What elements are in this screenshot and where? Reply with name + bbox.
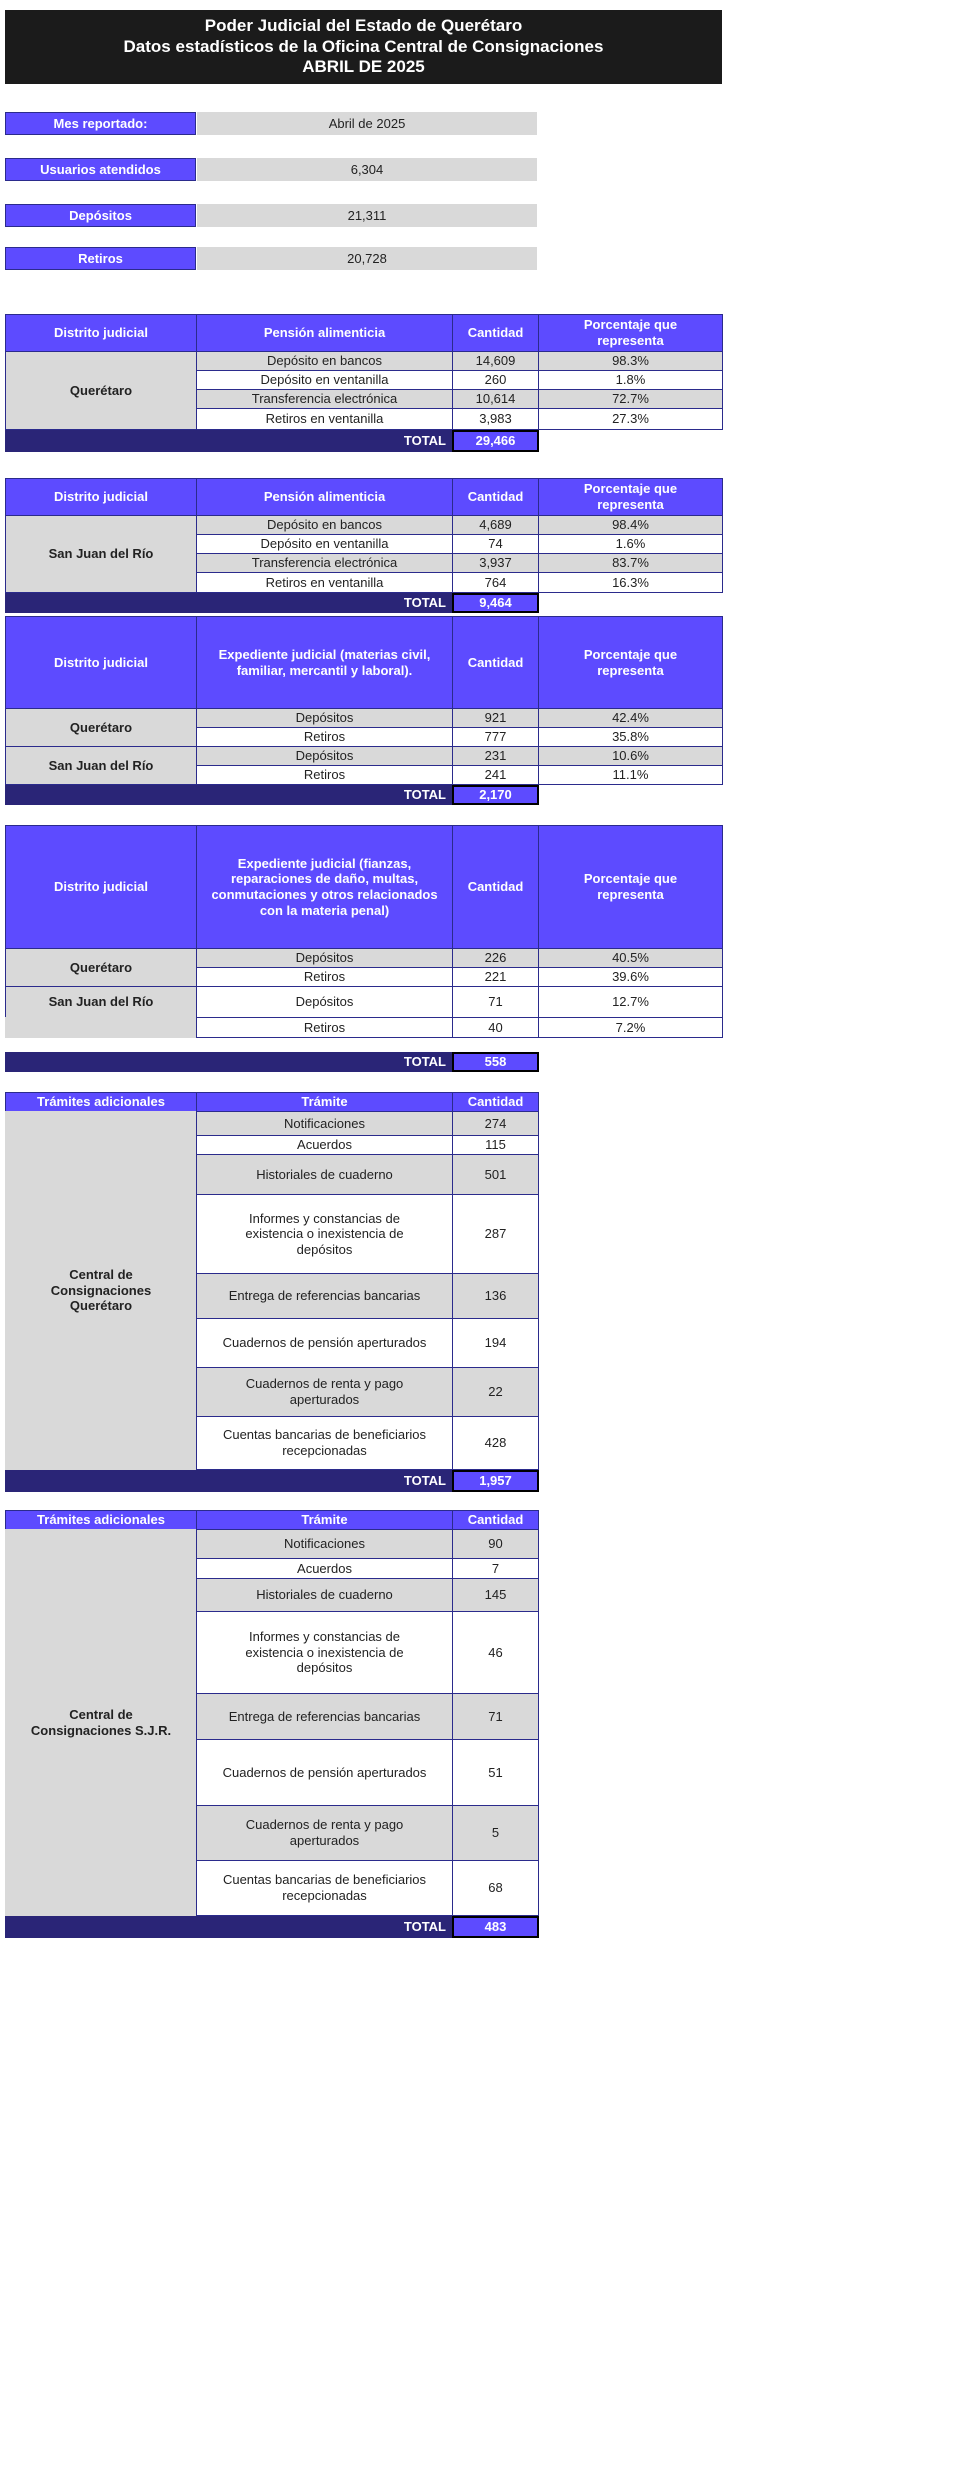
- tramite-row-cantidad: 7: [452, 1558, 539, 1579]
- tramite-row-cantidad: 428: [452, 1416, 539, 1470]
- header-porcentaje: Porcentaje que representa: [538, 825, 723, 949]
- header-cantidad: Cantidad: [452, 825, 539, 949]
- row-porcentaje: 72.7%: [538, 389, 723, 409]
- title-line-1: Poder Judicial del Estado de Querétaro: [204, 16, 523, 36]
- row-cantidad: 764: [452, 572, 539, 593]
- row-label: Depósitos: [196, 948, 453, 968]
- header-tramites-adicionales: Trámites adicionales: [5, 1510, 197, 1530]
- tramite-row-label: Cuentas bancarias de beneficiarios recepcionadas: [196, 1416, 453, 1470]
- row-label: Retiros: [196, 765, 453, 785]
- retiros-label: Retiros: [5, 247, 196, 270]
- tramite-row-label: Entrega de referencias bancarias: [196, 1273, 453, 1319]
- tramite-row-label: Cuadernos de pensión aperturados: [196, 1739, 453, 1806]
- total-label: TOTAL: [5, 430, 452, 452]
- tramite-row-label: Entrega de referencias bancarias: [196, 1693, 453, 1740]
- distrito-empty-cell: [5, 1017, 197, 1038]
- header-distrito: Distrito judicial: [5, 825, 197, 949]
- total-label: TOTAL: [5, 785, 452, 805]
- row-label: Transferencia electrónica: [196, 389, 453, 409]
- central-sjr-cell: Central de Consignaciones S.J.R.: [5, 1529, 197, 1916]
- tramite-row-label: Informes y constancias de existencia o inexistencia de depósitos: [196, 1611, 453, 1694]
- distrito-sjr: San Juan del Río: [5, 746, 197, 785]
- header-distrito: Distrito judicial: [5, 616, 197, 709]
- header-cantidad: Cantidad: [452, 1092, 539, 1112]
- tramite-row-cantidad: 68: [452, 1860, 539, 1916]
- row-porcentaje: 27.3%: [538, 408, 723, 430]
- tramite-row-label: Informes y constancias de existencia o inexistencia de depósitos: [196, 1194, 453, 1274]
- tramite-row-cantidad: 501: [452, 1154, 539, 1195]
- title-line-2: Datos estadísticos de la Oficina Central de Consignaciones: [123, 36, 604, 56]
- row-porcentaje: 39.6%: [538, 967, 723, 987]
- row-porcentaje: 11.1%: [538, 765, 723, 785]
- distrito-queretaro: Querétaro: [5, 708, 197, 747]
- row-label: Depósito en bancos: [196, 351, 453, 371]
- header-tramites-adicionales: Trámites adicionales: [5, 1092, 197, 1112]
- row-porcentaje: 1.8%: [538, 370, 723, 390]
- report-title: [5, 10, 722, 84]
- row-porcentaje: 83.7%: [538, 553, 723, 573]
- total-value: 29,466: [452, 430, 539, 452]
- tramite-row-label: Historiales de cuaderno: [196, 1578, 453, 1612]
- row-cantidad: 74: [452, 534, 539, 554]
- tramite-row-cantidad: 274: [452, 1111, 539, 1136]
- header-pension: Pensión alimenticia: [196, 314, 453, 352]
- tramite-row-cantidad: 51: [452, 1739, 539, 1806]
- row-cantidad: 4,689: [452, 515, 539, 535]
- tramite-row-label: Acuerdos: [196, 1558, 453, 1579]
- tramite-row-cantidad: 287: [452, 1194, 539, 1274]
- total-value: 558: [452, 1052, 539, 1072]
- distrito-queretaro: Querétaro: [5, 948, 197, 987]
- row-label: Depósitos: [196, 746, 453, 766]
- total-label: TOTAL: [5, 1470, 452, 1492]
- header-distrito: Distrito judicial: [5, 478, 197, 516]
- row-label: Retiros en ventanilla: [196, 408, 453, 430]
- title-line-3: ABRIL DE 2025: [302, 57, 425, 77]
- row-porcentaje: 10.6%: [538, 746, 723, 766]
- row-cantidad: 226: [452, 948, 539, 968]
- header-cantidad: Cantidad: [452, 478, 539, 516]
- usuarios-atendidos-value: 6,304: [197, 158, 537, 181]
- row-cantidad: 40: [452, 1017, 539, 1038]
- header-pension: Pensión alimenticia: [196, 478, 453, 516]
- tramite-row-label: Cuentas bancarias de beneficiarios recepcionadas: [196, 1860, 453, 1916]
- row-cantidad: 14,609: [452, 351, 539, 371]
- row-label: Depósito en bancos: [196, 515, 453, 535]
- header-porcentaje: Porcentaje que representa: [538, 616, 723, 709]
- row-cantidad: 260: [452, 370, 539, 390]
- tramite-row-cantidad: 46: [452, 1611, 539, 1694]
- row-porcentaje: 1.6%: [538, 534, 723, 554]
- row-label: Depósito en ventanilla: [196, 534, 453, 554]
- row-cantidad: 777: [452, 727, 539, 747]
- row-cantidad: 231: [452, 746, 539, 766]
- header-expediente: Expediente judicial (fianzas, reparaciones de daño, multas, conmutaciones y otros relacionados con la materia penal): [196, 825, 453, 949]
- tramite-row-cantidad: 5: [452, 1805, 539, 1861]
- tramite-row-cantidad: 22: [452, 1367, 539, 1417]
- row-cantidad: 3,937: [452, 553, 539, 573]
- row-label: Depósito en ventanilla: [196, 370, 453, 390]
- total-label: TOTAL: [5, 1916, 452, 1938]
- distrito-cell: San Juan del Río: [5, 515, 197, 593]
- row-label: Retiros: [196, 967, 453, 987]
- usuarios-atendidos-label: Usuarios atendidos: [5, 158, 196, 181]
- tramite-row-cantidad: 115: [452, 1135, 539, 1155]
- tramite-row-label: Notificaciones: [196, 1529, 453, 1559]
- header-cantidad: Cantidad: [452, 314, 539, 352]
- tramite-row-label: Acuerdos: [196, 1135, 453, 1155]
- header-tramite: Trámite: [196, 1092, 453, 1112]
- row-porcentaje: 40.5%: [538, 948, 723, 968]
- row-cantidad: 71: [452, 986, 539, 1018]
- mes-reportado-value: Abril de 2025: [197, 112, 537, 135]
- row-porcentaje: 7.2%: [538, 1017, 723, 1038]
- tramite-row-label: Cuadernos de renta y pago aperturados: [196, 1805, 453, 1861]
- row-label: Retiros: [196, 1017, 453, 1038]
- mes-reportado-label: Mes reportado:: [5, 112, 196, 135]
- tramite-row-cantidad: 136: [452, 1273, 539, 1319]
- depositos-value: 21,311: [197, 204, 537, 227]
- tramite-row-cantidad: 90: [452, 1529, 539, 1559]
- central-queretaro-cell: Central de Consignaciones Querétaro: [5, 1111, 197, 1470]
- row-cantidad: 3,983: [452, 408, 539, 430]
- row-porcentaje: 16.3%: [538, 572, 723, 593]
- total-value: 1,957: [452, 1470, 539, 1492]
- row-porcentaje: 98.4%: [538, 515, 723, 535]
- tramite-row-cantidad: 194: [452, 1318, 539, 1368]
- total-value: 483: [452, 1916, 539, 1938]
- tramite-row-label: Cuadernos de renta y pago aperturados: [196, 1367, 453, 1417]
- row-cantidad: 10,614: [452, 389, 539, 409]
- header-cantidad: Cantidad: [452, 616, 539, 709]
- row-porcentaje: 42.4%: [538, 708, 723, 728]
- row-label: Retiros: [196, 727, 453, 747]
- header-cantidad: Cantidad: [452, 1510, 539, 1530]
- tramite-row-label: Cuadernos de pensión aperturados: [196, 1318, 453, 1368]
- distrito-sjr: San Juan del Río: [5, 986, 197, 1018]
- row-label: Depósitos: [196, 708, 453, 728]
- depositos-label: Depósitos: [5, 204, 196, 227]
- tramite-row-cantidad: 71: [452, 1693, 539, 1740]
- header-distrito: Distrito judicial: [5, 314, 197, 352]
- tramite-row-label: Notificaciones: [196, 1111, 453, 1136]
- row-label: Depósitos: [196, 986, 453, 1018]
- row-cantidad: 221: [452, 967, 539, 987]
- row-label: Transferencia electrónica: [196, 553, 453, 573]
- header-expediente: Expediente judicial (materias civil, familiar, mercantil y laboral).: [196, 616, 453, 709]
- row-cantidad: 241: [452, 765, 539, 785]
- distrito-cell: Querétaro: [5, 351, 197, 430]
- total-label: TOTAL: [5, 593, 452, 613]
- header-tramite: Trámite: [196, 1510, 453, 1530]
- header-porcentaje: Porcentaje que representa: [538, 478, 723, 516]
- total-value: 9,464: [452, 593, 539, 613]
- tramite-row-label: Historiales de cuaderno: [196, 1154, 453, 1195]
- row-porcentaje: 12.7%: [538, 986, 723, 1018]
- row-label: Retiros en ventanilla: [196, 572, 453, 593]
- tramite-row-cantidad: 145: [452, 1578, 539, 1612]
- header-porcentaje: Porcentaje que representa: [538, 314, 723, 352]
- retiros-value: 20,728: [197, 247, 537, 270]
- total-label: TOTAL: [5, 1052, 452, 1072]
- row-cantidad: 921: [452, 708, 539, 728]
- total-value: 2,170: [452, 785, 539, 805]
- row-porcentaje: 35.8%: [538, 727, 723, 747]
- row-porcentaje: 98.3%: [538, 351, 723, 371]
